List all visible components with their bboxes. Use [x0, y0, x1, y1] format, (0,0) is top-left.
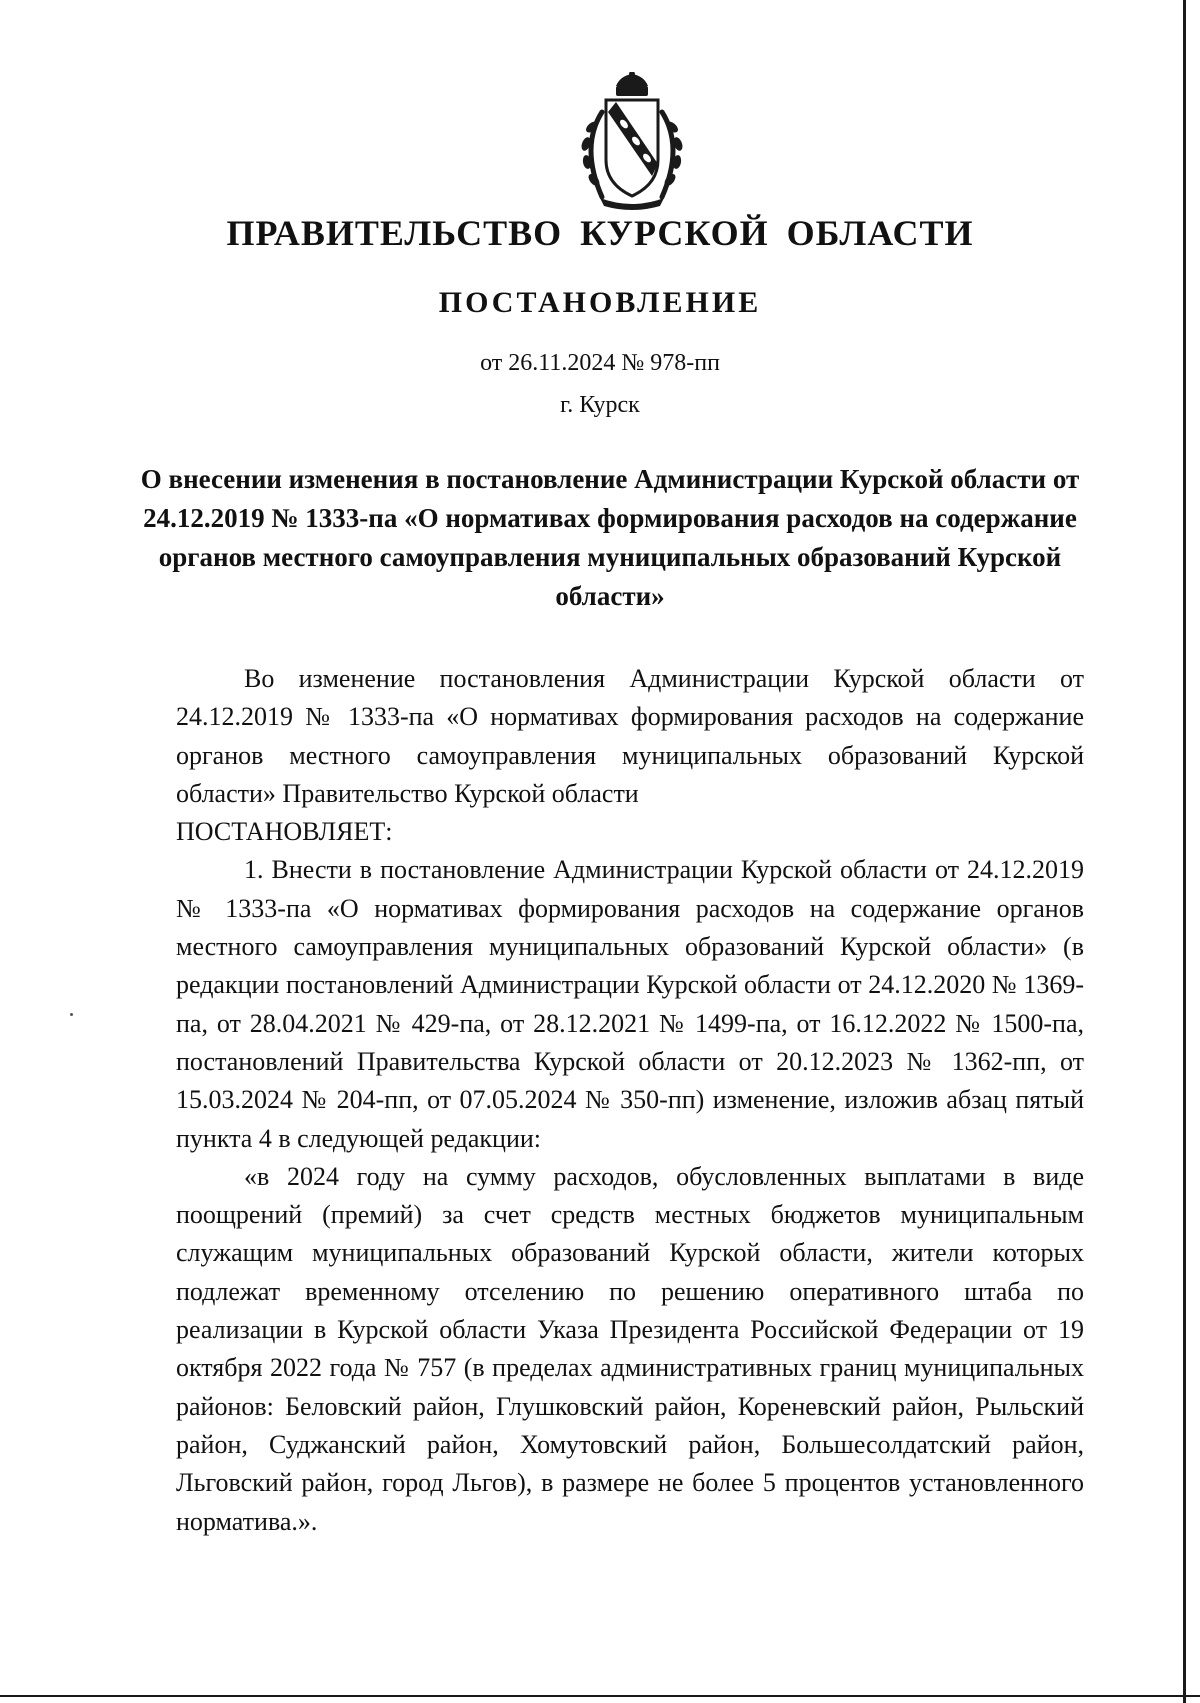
document-body	[176, 660, 1084, 1541]
scan-speck	[70, 1013, 73, 1016]
document-date-number: от 26.11.2024 № 978-пп	[480, 350, 720, 376]
document-city: г. Курск	[560, 392, 640, 418]
document-type: ПОСТАНОВЛЕНИЕ	[438, 286, 762, 319]
body-item-1: 1. Внести в постановление Администрации Курской области от 24.12.2019 № 1333-па «О нормативах формирования расходов на содержание органов местного самоуправления муниципальных образований Курской области» (в редакции постановлений Администрации Курской области от 24.12.2020 № 1369-па, от 28.04.2021 № 429-па, от 28.12.2021 № 1499-па, от 16.12.2022 № 1500-па, постановлений Правительства Курской области от 20.12.2023 № 1362-пп, от 15.03.2024 № 204-пп, от 07.05.2024 № 350-пп) изменение, изложив абзац пятый пункта 4 в следующей редакции:	[176, 855, 1084, 1153]
scan-edge-right	[1183, 0, 1186, 1703]
body-quote: «в 2024 году на сумму расходов, обусловленных выплатами в виде поощрений (премий) за счет средств местных бюджетов муниципальным служащим муниципальных образований Курской области, жители которых подлежат временному отселению по решению оперативного штаба по реализации в Курской области Указа Президента Российской Федерации от 19 октября 2022 года № 757 (в пределах административных границ муниципальных районов: Беловский район, Глушковский район, Кореневский район, Рыльский район, Суджанский район, Хомутовский район, Большесолдатский район, Льговский район, город Льгов), в размере не более 5 процентов установленного норматива.».	[176, 1161, 1084, 1536]
body-resolves: ПОСТАНОВЛЯЕТ:	[176, 817, 393, 847]
scan-edge-bottom	[0, 1695, 1200, 1697]
kursk-region-coat-of-arms-icon	[572, 72, 692, 212]
organization-title: ПРАВИТЕЛЬСТВО КУРСКОЙ ОБЛАСТИ	[226, 213, 974, 253]
document-subject: О внесении изменения в постановление Администрации Курской области от 24.12.2019 № 1333-па «О нормативах формирования расходов на содержание органов местного самоуправления муниципальных образований Курской области»	[140, 464, 1080, 611]
body-preamble: Во изменение постановления Администрации Курской области от 24.12.2019 № 1333-па «О нормативах формирования расходов на содержание органов местного самоуправления муниципальных образований Курской области» Правительство Курской области	[176, 664, 1084, 808]
